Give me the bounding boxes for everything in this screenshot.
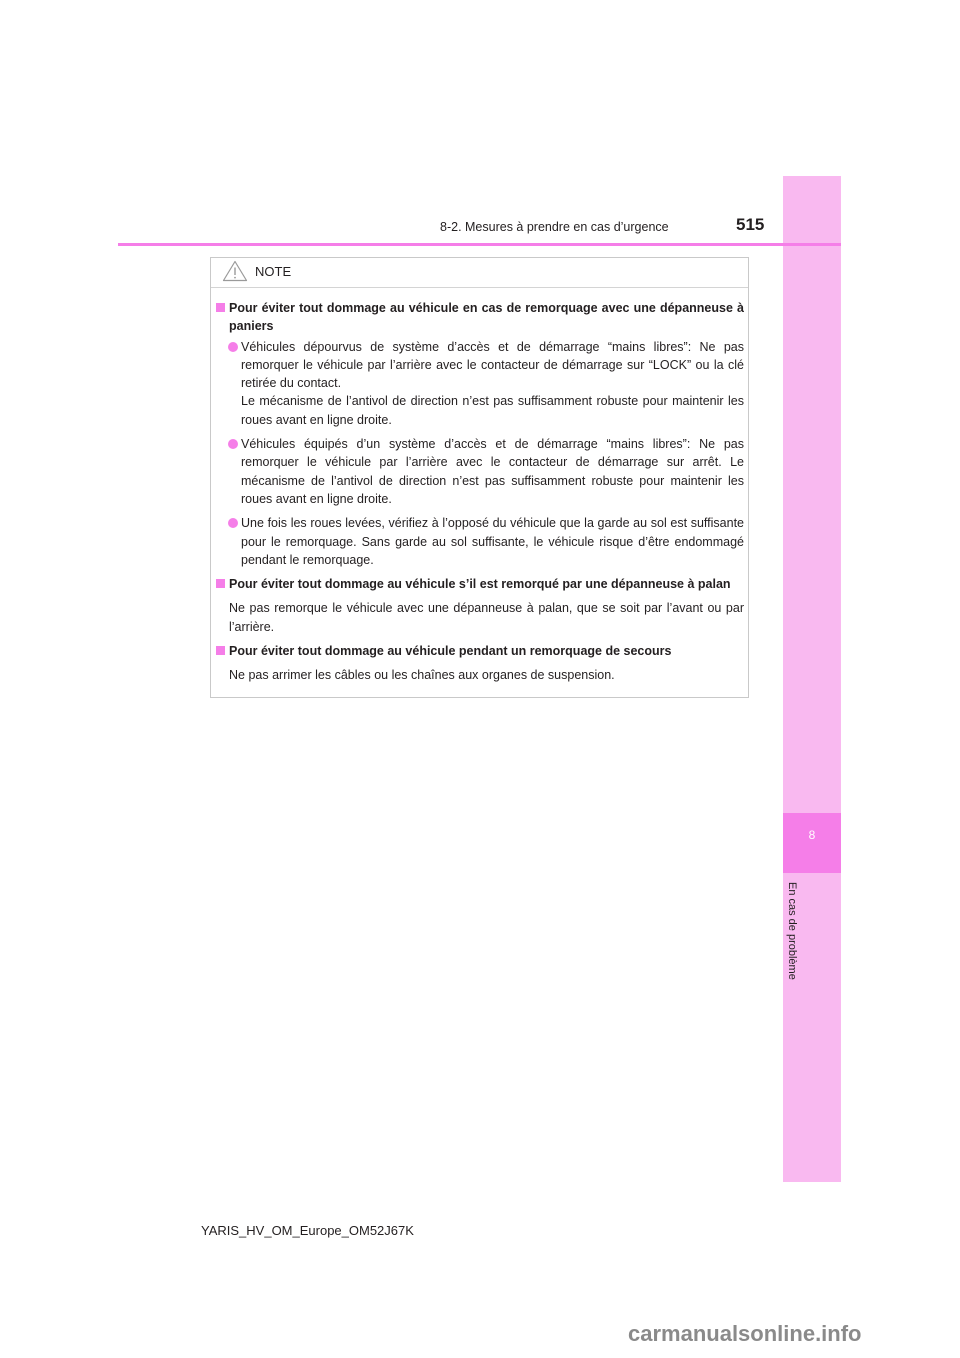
- square-bullet-icon: [216, 646, 225, 655]
- chapter-side-tab-active: [783, 813, 841, 873]
- page-number: 515: [736, 215, 765, 234]
- section-heading: Pour éviter tout dommage au véhicule en cas de remorquage avec une dépanneuse à paniers: [214, 299, 744, 336]
- section-text: Ne pas remorque le véhicule avec une dépanneuse à palan, que se soit par l’avant ou par l’arrière.: [229, 601, 744, 634]
- section-title: 8-2. Mesures à prendre en cas d’urgence: [440, 220, 669, 234]
- list-item: Véhicules dépourvus de système d’accès et de démarrage “mains libres”: Ne pas remorquer le véhicule par l’arrière avec le contacteur de démarrage sur “LOCK” ou la clé retirée du contact. Le mécanisme de l’antivol de direction n’est pas suffisamment robuste pour maintenir les roues avant en ligne droite.: [214, 338, 744, 429]
- list-item: Véhicules équipés d’un système d’accès et de démarrage “mains libres”: Ne pas remorquer le véhicule par l’arrière avec le contacteur de démarrage sur arrêt. Le mécanisme de l’antivol de direction n’est pas suffisamment robuste pour maintenir les roues avant en ligne droite.: [214, 435, 744, 508]
- watermark: carmanualsonline.info: [628, 1321, 862, 1346]
- warning-triangle-icon: [222, 260, 248, 282]
- section-text: Ne pas arrimer les câbles ou les chaînes aux organes de suspension.: [229, 668, 615, 683]
- circle-bullet-icon: [228, 518, 238, 528]
- document-id: YARIS_HV_OM_Europe_OM52J67K: [201, 1223, 414, 1238]
- chapter-side-tab: [783, 176, 841, 1182]
- note-title: NOTE: [255, 263, 292, 279]
- list-item: Une fois les roues levées, vérifiez à l’opposé du véhicule que la garde au sol est suffisante pour le remorquage. Sans garde au sol suffisante, le véhicule risque d’être endommagé pendant le remorquage.: [214, 514, 744, 569]
- square-bullet-icon: [216, 579, 225, 588]
- note-header: [222, 261, 291, 281]
- note-content: [214, 299, 744, 685]
- header-rule: [118, 243, 841, 246]
- note-divider: [211, 287, 748, 288]
- chapter-label: En cas de problème: [786, 882, 798, 980]
- section-heading: Pour éviter tout dommage au véhicule s’il est remorqué par une dépanneuse à palan: [214, 575, 744, 593]
- chapter-number: 8: [808, 828, 816, 842]
- section-heading: Pour éviter tout dommage au véhicule pendant un remorquage de secours: [214, 642, 744, 660]
- square-bullet-icon: [216, 303, 225, 312]
- circle-bullet-icon: [228, 439, 238, 449]
- circle-bullet-icon: [228, 342, 238, 352]
